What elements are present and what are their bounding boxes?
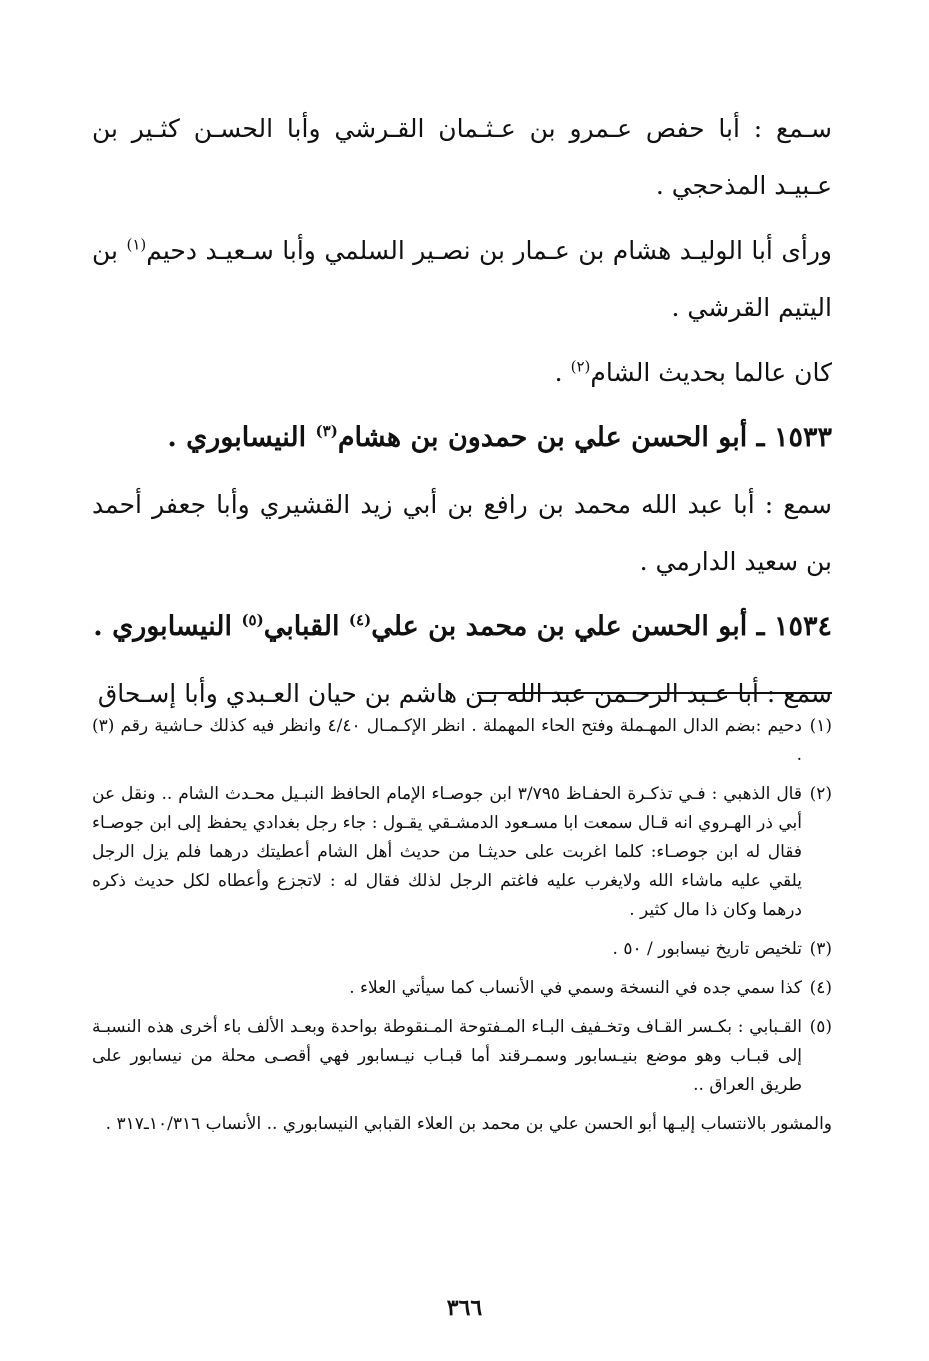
footnote-number: (٥): [809, 1017, 832, 1037]
footnote-text: كذا سمي جده في النسخة وسمي في الأنساب كما سيأتي العلاء .: [349, 978, 802, 998]
paragraph-heard-from: سـمع : أبا حفص عـمرو بن عـثـمان القـرشي وأبا الحسـن كثـير بن عـبيـد المذحجي .: [92, 114, 832, 200]
footnote-2: [92, 780, 832, 925]
footnote-text: القـبابي : بكـسر القـاف وتخـفيف البـاء المـفتوحة المـنقوطة بواحدة وبعـد الألف باء أخرى هذه النسبـة إلى قبـاب وهو موضع بنيـسابور وسمـرقند أما قبـاب نيـسابور فهي أقصـى محلة من نيسابور على طريق العراق ..: [92, 1017, 802, 1095]
entry-heading-1534: ١٥٣٤ ـ أبو الحسن علي بن محمد بن علي$^{(٤)}$ القبابي$^{(٥)}$ النيسابوري .: [93, 611, 832, 642]
footnote-ref-3[interactable]: (٣): [315, 422, 338, 440]
footnote-text: قال الذهبي : فـي تذكـرة الحفـاظ ٣/٧٩٥ ابن جوصـاء الإمام الحافظ النبـيل محـدث الشام .. ونقل عن أبي ذر الهـروي انه قـال سمعت ابا مسـعود الدمشـقي يقـول : جاء رجل بغدادي يحفظ إلى ابن جوصـاء فقال له ابن جوصـاء: كلما اغربت على حديثـا من حديث أهل الشام أعطيتك درهما فلم يزل الرجل يلقي عليه ماشاء الله ولايغرب عليه فاغتم الرجل لذلك فقال له : لاتجزع وأعطاه لكل حديث ذكره درهما وكان ذا مال كثير .: [92, 784, 802, 920]
footnote-number: (٣): [809, 939, 832, 959]
footnote-text: دحيم :بضم الدال المهـملة وفتح الحاء المهملة . انظر الإكـمـال ٤/٤٠ وانظر فيه كذلك حـاشية رقم (٣) .: [92, 716, 802, 765]
footnote-5: [92, 1013, 832, 1100]
paragraph-saw: ورأى أبا الوليـد هشام بن عـمار بن نصـير السلمي وأبا سـعيـد دحيم$^{(١)}$ بن اليتيم القرشي .: [92, 235, 833, 322]
footnote-number: (٤): [809, 978, 832, 998]
footnotes: [92, 712, 832, 1147]
footnote-divider: [477, 692, 832, 694]
footnote-1: [92, 712, 832, 770]
paragraph-1533-heard: سمع : أبا عبد الله محمد بن رافع بن أبي زيد القشيري وأبا جعفر أحمد بن سعيد الدارمي .: [92, 490, 832, 576]
paragraph-scholar: كان عالما بحديث الشام$^{(٢)}$ .: [554, 357, 832, 387]
footnote-text: تلخيص تاريخ نيسابور / ٥٠ .: [612, 939, 802, 959]
footnote-ref-2[interactable]: (٢): [570, 357, 591, 376]
footnote-3: [92, 935, 832, 964]
footnote-number: (٢): [809, 784, 832, 804]
page-number: ٣٦٦: [446, 1295, 483, 1321]
footnote-5-continuation: والمشور بالانتساب إليـها أبو الحسن علي بن محمد بن العلاء القبابي النيسابوري .. الأنساب ١٠/٣١٦ـ٣١٧ .: [105, 1114, 832, 1134]
footnote-ref-4[interactable]: (٤): [348, 611, 372, 629]
entry-heading-1533: ١٥٣٣ ـ أبو الحسن علي بن حمدون بن هشام$^{(٣)}$ النيسابوري .: [167, 422, 832, 453]
footnote-4: [92, 974, 832, 1003]
paragraph-1534-heard: سمع : أبا عـبد الرحـمن عبد الله بـن هاشم بن حيان العـبدي وأبا إسـحاق: [97, 679, 832, 708]
main-text: [92, 100, 832, 730]
footnote-number: (١): [809, 716, 832, 736]
footnote-ref-5[interactable]: (٥): [241, 611, 264, 629]
footnote-ref-1[interactable]: (١): [126, 235, 147, 254]
